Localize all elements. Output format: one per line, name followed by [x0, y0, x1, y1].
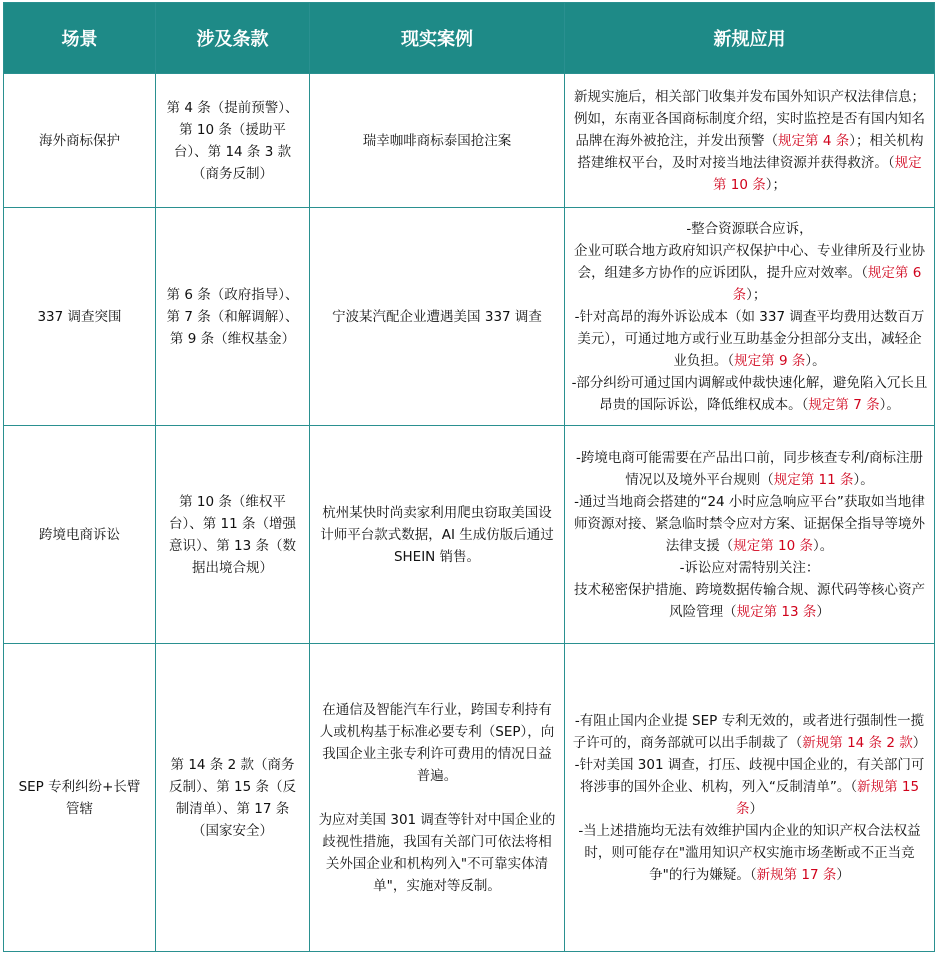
- header-clauses: 涉及条款: [156, 3, 310, 74]
- scene-cell: 337 调查突围: [4, 208, 156, 426]
- header-case: 现实案例: [310, 3, 565, 74]
- case-cell: [310, 644, 565, 952]
- case-paragraph: 宁波某汽配企业遭遇美国 337 调查: [332, 308, 542, 325]
- application-cell: [565, 426, 935, 644]
- table-row: [4, 644, 935, 952]
- article-reference: 规定第 10 条: [712, 154, 922, 193]
- header-scene: 场景: [4, 3, 156, 74]
- application-text: ）；相关机构搭建维权平台，及时对接当地法律资源并获得救济。（: [577, 132, 924, 171]
- clauses-cell: 第 6 条（政府指导）、第 7 条（和解调解）、第 9 条（维权基金）: [156, 208, 310, 426]
- application-text: -有阻止国内企业提 SEP 专利无效的，或者进行强制性一揽子许可的，商务部就可以出手制裁了（: [572, 712, 925, 751]
- application-text: -当上述措施均无法有效维护国内企业的知识产权合法权益时，则可能存在"滥用知识产权实施市场垄断或不正当竞争"的行为嫌疑。（: [578, 822, 921, 883]
- application-text: -整合资源联合应诉，: [686, 220, 813, 237]
- application-paragraph: [571, 372, 928, 416]
- application-text: 技术秘密保护措施、跨境数据传输合规、源代码等核心资产风险管理（: [574, 581, 925, 620]
- application-cell: [565, 644, 935, 952]
- header-row: [4, 3, 935, 74]
- clauses-cell: 第 14 条 2 款（商务反制）、第 15 条（反制清单）、第 17 条（国家安全）: [156, 644, 310, 952]
- article-reference: 规定第 6 条: [732, 264, 922, 303]
- article-reference: 规定第 13 条: [736, 603, 817, 620]
- application-text: 企业可联合地方政府知识产权保护中心、专业律所及行业协会，组建多方协作的应诉团队，提升应对效率。（: [574, 242, 925, 281]
- application-text: ）。: [813, 537, 834, 554]
- application-text: 新规实施后，相关部门收集并发布国外知识产权法律信息；: [574, 88, 925, 105]
- application-paragraph: [571, 86, 928, 108]
- article-reference: 新规第 15 条: [736, 778, 920, 817]
- application-text: -部分纠纷可通过国内调解或仲裁快速化解，避免陷入冗长且昂贵的国际诉讼，降低维权成本。（: [571, 374, 928, 413]
- article-reference: 新规第 14 条 2 款: [802, 734, 913, 751]
- application-cell: [565, 208, 935, 426]
- application-paragraph: [571, 579, 928, 623]
- application-text: -跨境电商可能需要在产品出口前，同步核查专利/商标注册情况以及境外平台规则（: [576, 449, 923, 488]
- case-paragraph: 杭州某快时尚卖家利用爬虫窃取美国设计师平台款式数据，AI 生成仿版后通过 SHEIN 销售。: [320, 504, 554, 565]
- case-paragraph: 为应对美国 301 调查等针对中国企业的歧视性措施，我国有关部门可依法将相关外国企业和机构列入"不可靠实体清单"，实施对等反制。: [318, 811, 556, 894]
- application-paragraph: [571, 306, 928, 372]
- article-reference: 新规第 17 条: [756, 866, 837, 883]
- application-text: ）: [836, 866, 850, 883]
- application-paragraph: [571, 218, 928, 240]
- application-text: ）。: [879, 396, 900, 413]
- application-text: -诉讼应对需特别关注：: [679, 559, 820, 576]
- application-paragraph: [571, 491, 928, 557]
- application-cell: [565, 74, 935, 208]
- scene-cell: 海外商标保护: [4, 74, 156, 208]
- table-row: [4, 208, 935, 426]
- article-reference: 规定第 11 条: [773, 471, 854, 488]
- scene-cell: 跨境电商诉讼: [4, 426, 156, 644]
- scene-cell: SEP 专利纠纷+长臂管辖: [4, 644, 156, 952]
- article-reference: 规定第 9 条: [734, 352, 806, 369]
- application-paragraph: [571, 447, 928, 491]
- article-reference: 规定第 7 条: [808, 396, 880, 413]
- header-application: 新规应用: [565, 3, 935, 74]
- application-text: 例如，东南亚各国商标制度介绍，实时监控是否有国内知名品牌在海外被抢注，并发出预警（: [574, 110, 925, 149]
- application-text: ）: [816, 603, 830, 620]
- article-reference: 规定第 4 条: [778, 132, 850, 149]
- application-text: ）: [912, 734, 927, 751]
- table-row: [4, 426, 935, 644]
- application-text: -针对美国 301 调查，打压、歧视中国企业的，有关部门可将涉事的国外企业、机构，列入“反制清单”。（: [574, 756, 925, 795]
- clauses-cell: 第 10 条（维权平台）、第 11 条（增强意识）、第 13 条（数据出境合规）: [156, 426, 310, 644]
- application-paragraph: [571, 108, 928, 196]
- application-paragraph: [571, 820, 928, 886]
- case-cell: [310, 426, 565, 644]
- regulation-table: [3, 2, 935, 952]
- application-paragraph: [571, 240, 928, 306]
- case-paragraph: 在通信及智能汽车行业，跨国专利持有人或机构基于标准必要专利（SEP），向我国企业主张专利许可费用的情况日益普遍。: [319, 701, 555, 784]
- application-text: ）；: [746, 286, 767, 303]
- case-paragraph: 瑞幸咖啡商标泰国抢注案: [362, 132, 512, 149]
- case-cell: [310, 74, 565, 208]
- application-paragraph: [571, 557, 928, 579]
- application-text: ）: [749, 800, 763, 817]
- application-text: ）；: [765, 176, 786, 193]
- application-text: ）。: [853, 471, 874, 488]
- application-text: -通过当地商会搭建的“24 小时应急响应平台”获取如当地律师资源对接、紧急临时禁令应对方案、证据保全指导等境外法律支援（: [574, 493, 925, 554]
- case-cell: [310, 208, 565, 426]
- clauses-cell: 第 4 条（提前预警）、第 10 条（援助平台）、第 14 条 3 款（商务反制）: [156, 74, 310, 208]
- article-reference: 规定第 10 条: [733, 537, 813, 554]
- application-paragraph: [571, 754, 928, 820]
- application-text: ）。: [805, 352, 826, 369]
- application-paragraph: [571, 710, 928, 754]
- table-row: [4, 74, 935, 208]
- application-text: -针对高昂的海外诉讼成本（如 337 调查平均费用达数百万美元），可通过地方或行业互助基金分担部分支出，减轻企业负担。（: [574, 308, 925, 369]
